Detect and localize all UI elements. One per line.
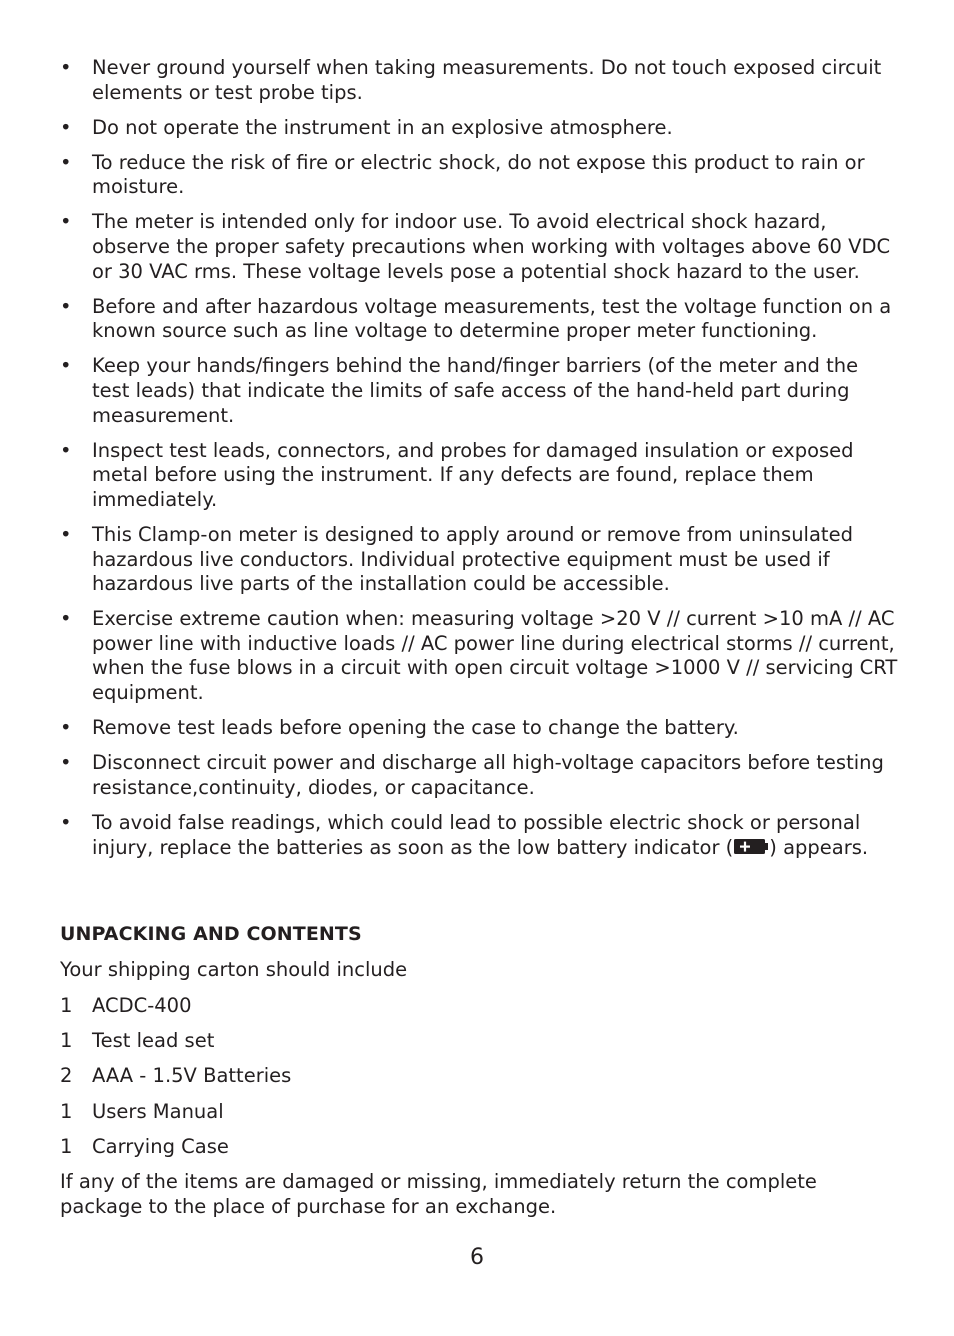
bullet-text: Disconnect circuit power and discharge all high-voltage capacitors before testing resistance,continuity, diodes, or capacitance. <box>92 751 884 799</box>
list-item <box>60 1100 291 1125</box>
bullet-symbol: • <box>60 210 72 234</box>
safety-bullet <box>60 354 900 428</box>
bullet-text-before: To avoid false readings, which could lead to possible electric shock or personal injury, replace the batteries as soon as the low battery indicator ( <box>92 810 861 859</box>
bullet-text: Never ground yourself when taking measurements. Do not touch exposed circuit elements or test probe tips. <box>92 56 882 104</box>
unpacking-intro: Your shipping carton should include <box>60 958 408 981</box>
bullet-symbol: • <box>60 523 72 546</box>
safety-bullet-list <box>60 56 900 872</box>
closing-paragraph: If any of the items are damaged or missing, immediately return the complete package to the place of purchase for an exchange. <box>60 1170 817 1218</box>
bullet-symbol: • <box>60 751 72 775</box>
unpacking-heading: UNPACKING AND CONTENTS <box>60 923 362 945</box>
item-quantity: 1 <box>60 1029 73 1053</box>
item-name: ACDC-400 <box>92 994 192 1017</box>
bullet-text: The meter is intended only for indoor use. To avoid electrical shock hazard, observe the proper safety precautions when working with voltages above 60 VDC or 30 VAC rms. These voltage levels pose a potential shock hazard to the user. <box>92 210 891 283</box>
page-number: 6 <box>470 1245 484 1270</box>
safety-bullet-battery <box>60 811 900 861</box>
bullet-symbol: • <box>60 56 72 79</box>
bullet-text: Remove test leads before opening the case to change the battery. <box>92 716 739 740</box>
safety-bullet <box>60 295 900 344</box>
item-name: AAA - 1.5V Batteries <box>92 1064 292 1088</box>
bullet-symbol: • <box>60 438 72 462</box>
list-item <box>60 994 291 1019</box>
bullet-symbol: • <box>60 716 72 740</box>
item-quantity: 1 <box>60 1099 73 1123</box>
safety-bullet <box>60 607 900 705</box>
bullet-symbol: • <box>60 115 72 139</box>
bullet-text: Before and after hazardous voltage measurements, test the voltage function on a known source such as line voltage to determine proper meter functioning. <box>92 294 892 343</box>
list-item <box>60 1029 291 1054</box>
safety-bullet <box>60 116 900 141</box>
bullet-text: Keep your hands/fingers behind the hand/finger barriers (of the meter and the test leads) that indicate the limits of safe access of the hand-held part during measurement. <box>92 354 859 427</box>
item-quantity: 1 <box>60 994 73 1017</box>
item-name: Test lead set <box>92 1029 215 1053</box>
battery-icon <box>734 837 768 862</box>
contents-list <box>60 994 291 1170</box>
bullet-text: This Clamp-on meter is designed to apply around or remove from uninsulated hazardous live conductors. Individual protective equipment must be used if hazardous live parts of the installation could be accessible. <box>92 523 853 596</box>
bullet-symbol: • <box>60 354 72 378</box>
list-item <box>60 1135 291 1160</box>
bullet-text: Do not operate the instrument in an explosive atmosphere. <box>92 115 673 139</box>
bullet-text: To reduce the risk of fire or electric shock, do not expose this product to rain or moisture. <box>92 150 865 199</box>
item-quantity: 1 <box>60 1134 73 1158</box>
safety-bullet <box>60 210 900 284</box>
item-quantity: 2 <box>60 1064 73 1088</box>
bullet-text: Inspect test leads, connectors, and probes for damaged insulation or exposed metal before using the instrument. If any defects are found, replace them immediately. <box>92 438 854 511</box>
safety-bullet <box>60 716 900 741</box>
bullet-text-after: ) appears. <box>769 835 869 859</box>
safety-bullet <box>60 751 900 800</box>
safety-bullet <box>60 439 900 513</box>
list-item <box>60 1064 291 1089</box>
item-name: Users Manual <box>92 1099 224 1123</box>
bullet-symbol: • <box>60 810 72 834</box>
item-name: Carrying Case <box>92 1134 229 1158</box>
safety-bullet <box>60 56 900 105</box>
safety-bullet <box>60 523 900 597</box>
bullet-symbol: • <box>60 150 72 174</box>
bullet-text: Exercise extreme caution when: measuring voltage >20 V // current >10 mA // AC power line with inductive loads // AC power line during electrical storms // current, when the fuse blows in a circuit with open circuit voltage >1000 V // servicing CRT equipment. <box>92 607 898 705</box>
bullet-symbol: • <box>60 607 72 631</box>
safety-bullet <box>60 151 900 200</box>
bullet-symbol: • <box>60 294 72 318</box>
